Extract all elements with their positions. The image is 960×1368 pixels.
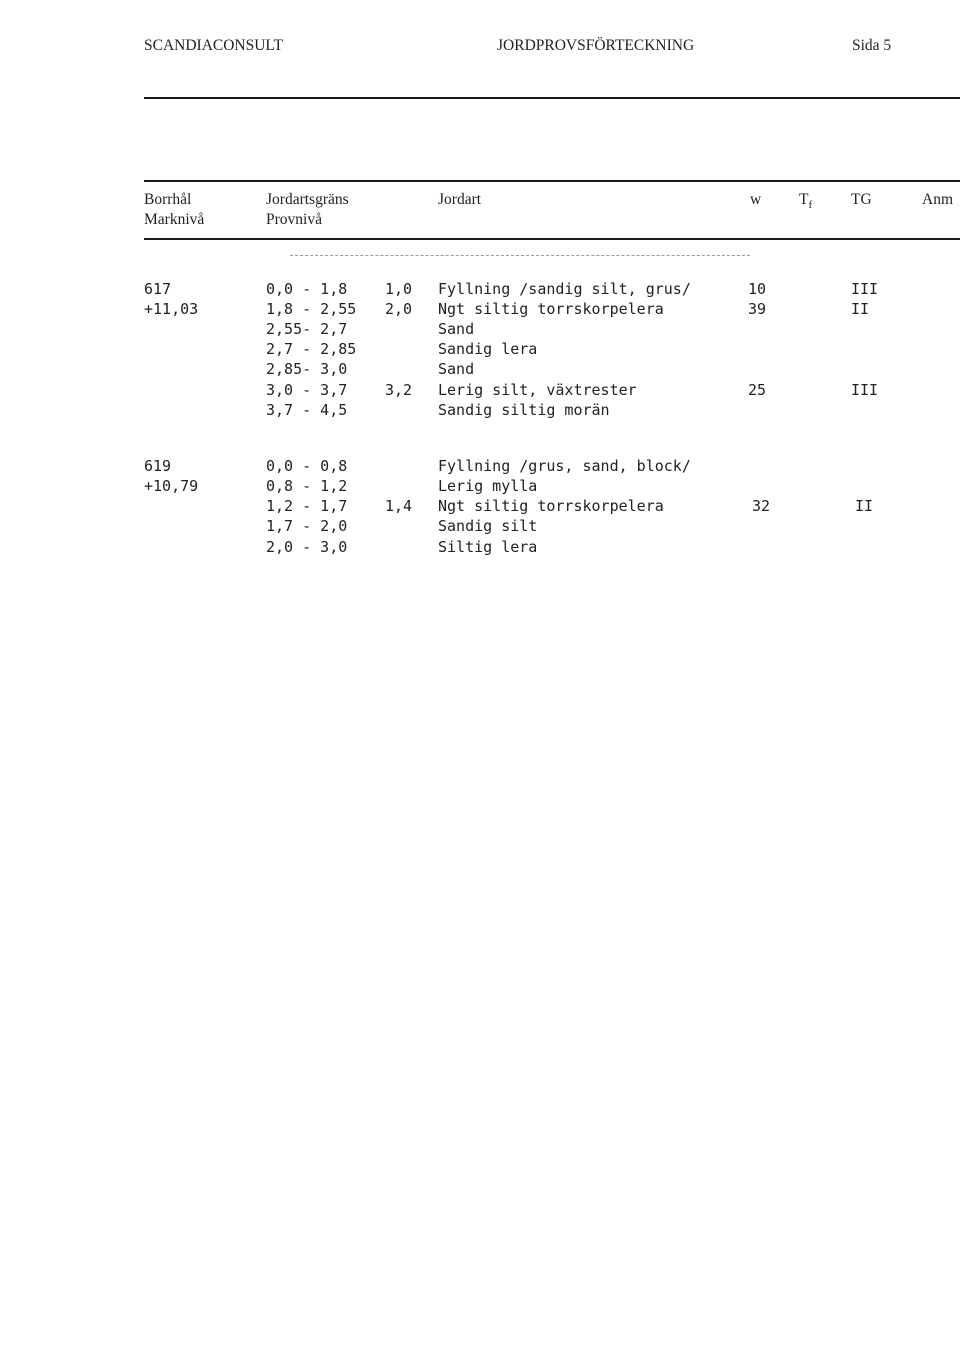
column-header-tg: TG bbox=[851, 191, 872, 208]
faint-dashed-rule bbox=[290, 255, 750, 256]
column-header-tf-main: T bbox=[799, 191, 809, 208]
depth-range: 3,7 - 4,5 bbox=[266, 401, 348, 419]
depth-range: 2,0 - 3,0 bbox=[266, 538, 348, 556]
depth-range: 2,85- 3,0 bbox=[266, 360, 348, 378]
column-header-tf bbox=[799, 190, 812, 211]
sample-level: 1,0 bbox=[385, 280, 413, 298]
soil-type: Ngt siltig torrskorpelera bbox=[438, 300, 664, 318]
table-header-rule bbox=[144, 238, 960, 240]
tg-class: III bbox=[851, 381, 879, 399]
soil-type: Sand bbox=[438, 360, 475, 378]
soil-type: Sandig siltig morän bbox=[438, 401, 610, 419]
borehole-id: 617 bbox=[144, 280, 172, 298]
depth-range: 3,0 - 3,7 bbox=[266, 381, 348, 399]
soil-type: Lerig silt, växtrester bbox=[438, 381, 637, 399]
column-header-markniva: Marknivå bbox=[144, 211, 205, 228]
depth-range: 2,55- 2,7 bbox=[266, 320, 348, 338]
soil-type: Fyllning /sandig silt, grus/ bbox=[438, 280, 691, 298]
depth-range: 0,0 - 0,8 bbox=[266, 457, 348, 475]
borehole-id: 619 bbox=[144, 457, 172, 475]
column-header-jordart: Jordart bbox=[438, 191, 482, 208]
soil-type: Sandig lera bbox=[438, 340, 538, 358]
sample-level: 1,4 bbox=[385, 497, 413, 515]
depth-range: 1,7 - 2,0 bbox=[266, 517, 348, 535]
depth-range: 1,2 - 1,7 bbox=[266, 497, 348, 515]
depth-range: 0,8 - 1,2 bbox=[266, 477, 348, 495]
water-content: 10 bbox=[748, 280, 767, 298]
column-header-borrhal: Borrhål bbox=[144, 191, 192, 208]
sample-level: 3,2 bbox=[385, 381, 413, 399]
column-header-tf-sub: f bbox=[808, 199, 813, 211]
soil-type: Ngt siltig torrskorpelera bbox=[438, 497, 664, 515]
borehole-level: +11,03 bbox=[144, 300, 199, 318]
column-header-jordartsgrans: Jordartsgräns bbox=[266, 191, 349, 208]
tg-class: II bbox=[855, 497, 874, 515]
company-name: SCANDIACONSULT bbox=[144, 37, 283, 54]
water-content: 39 bbox=[748, 300, 767, 318]
soil-type: Fyllning /grus, sand, block/ bbox=[438, 457, 691, 475]
document-title: JORDPROVSFÖRTECKNING bbox=[497, 37, 695, 54]
table-top-rule bbox=[144, 180, 960, 182]
soil-type: Lerig mylla bbox=[438, 477, 538, 495]
soil-type: Siltig lera bbox=[438, 538, 538, 556]
column-header-w: w bbox=[750, 191, 762, 208]
depth-range: 0,0 - 1,8 bbox=[266, 280, 348, 298]
column-header-anm: Anm bbox=[922, 191, 953, 208]
water-content: 32 bbox=[752, 497, 771, 515]
column-header-provniva: Provnivå bbox=[266, 211, 322, 228]
borehole-level: +10,79 bbox=[144, 477, 199, 495]
water-content: 25 bbox=[748, 381, 767, 399]
soil-type: Sandig silt bbox=[438, 517, 538, 535]
depth-range: 1,8 - 2,55 bbox=[266, 300, 357, 318]
tg-class: III bbox=[851, 280, 879, 298]
header-divider bbox=[144, 97, 960, 99]
tg-class: II bbox=[851, 300, 870, 318]
page-number: Sida 5 bbox=[852, 37, 892, 54]
sample-level: 2,0 bbox=[385, 300, 413, 318]
soil-type: Sand bbox=[438, 320, 475, 338]
depth-range: 2,7 - 2,85 bbox=[266, 340, 357, 358]
